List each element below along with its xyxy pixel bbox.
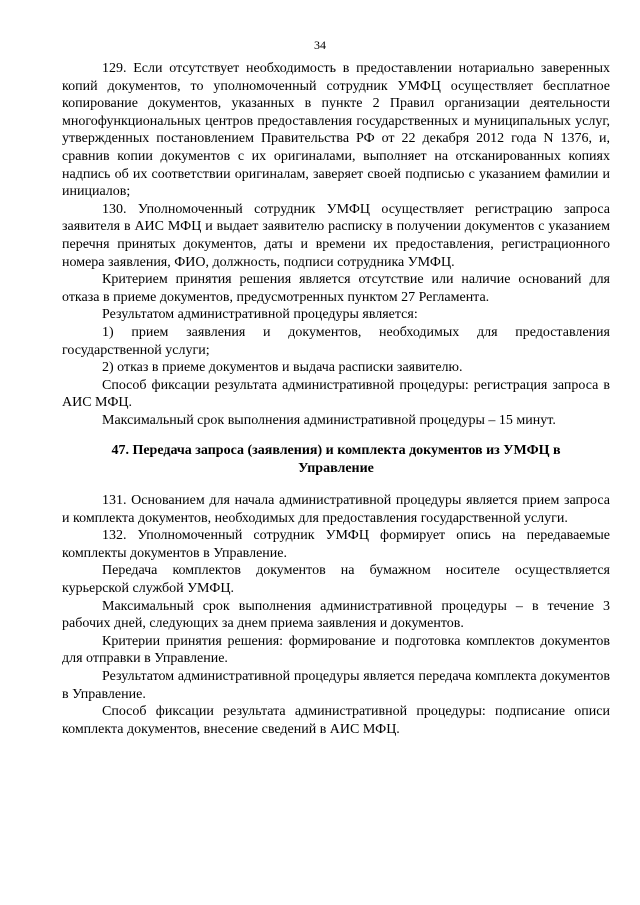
paragraph-courier-transfer: Передача комплектов документов на бумажном носителе осуществляется курьерской службой УМФЦ. — [62, 563, 610, 596]
paragraph-result: Результатом административной процедуры является передача комплекта документов в Управление. — [62, 668, 610, 702]
paragraph-129: 129. Если отсутствует необходимость в предоставлении нотариально заверенных копий документов, то уполномоченный сотрудник УМФЦ осуществляет бесплатное копирование документов, указанных в пункте 2 Правил организации деятельности многофункциональных центров предоставления государственных и муниципальных услуг, утвержденных постановлением Правительства РФ от 22 декабря 2012 года N 1376, и, сравнив копии документов с их оригиналами, выполняет на отсканированных копиях надпись об их соответствии оригиналам, заверяет своей подписью с указанием фамилии и инициалов; — [62, 61, 610, 200]
paragraph-result-item-1: 1) прием заявления и документов, необходимых для предоставления государственной услуги; — [62, 324, 610, 358]
paragraph-130: 130. Уполномоченный сотрудник УМФЦ осуществляет регистрацию запроса заявителя в АИС МФЦ и выдает заявителю расписку в получении документов с указанием перечня принятых документов, даты и времени их предоставления, регистрационного номера заявления, ФИО, должность, подписи сотрудника УМФЦ. — [62, 201, 610, 270]
paragraph-result-item-2: 2) отказ в приеме документов и выдача расписки заявителю. — [102, 360, 463, 376]
section-heading-47 — [62, 442, 610, 478]
page-number: 34 — [314, 38, 326, 52]
section-procedure-transfer — [62, 492, 610, 738]
paragraph-decision-criterion: Критерием принятия решения является отсутствие или наличие оснований для отказа в приеме документов, предусмотренных пунктом 27 Регламента. — [62, 272, 610, 305]
section-heading-line-2: Управление — [298, 461, 374, 476]
section-procedure-registration — [62, 60, 610, 429]
paragraph-131: 131. Основанием для начала административной процедуры является прием запроса и комплекта документов, необходимых для предоставления государственной услуги. — [62, 493, 610, 526]
paragraph-132: 132. Уполномоченный сотрудник УМФЦ формирует опись на передаваемые комплекты документов в Управление. — [62, 528, 610, 561]
paragraph-fixation-method: Способ фиксации результата административной процедуры: подписание описи комплекта документов, внесение сведений в АИС МФЦ. — [62, 704, 610, 737]
paragraph-fixation-method: Способ фиксации результата административной процедуры: регистрация запроса в АИС МФЦ. — [62, 377, 610, 411]
paragraph-max-duration: Максимальный срок выполнения административной процедуры – в течение 3 рабочих дней, следующих за днем приема заявления и документов. — [62, 598, 610, 632]
paragraph-result-intro: Результатом административной процедуры является: — [102, 307, 418, 323]
section-heading-line-1: 47. Передача запроса (заявления) и комплекта документов из УМФЦ в — [111, 443, 561, 458]
paragraph-decision-criteria: Критерии принятия решения: формирование и подготовка комплектов документов для отправки в Управление. — [62, 633, 610, 667]
paragraph-max-duration: Максимальный срок выполнения административной процедуры – 15 минут. — [102, 412, 556, 428]
